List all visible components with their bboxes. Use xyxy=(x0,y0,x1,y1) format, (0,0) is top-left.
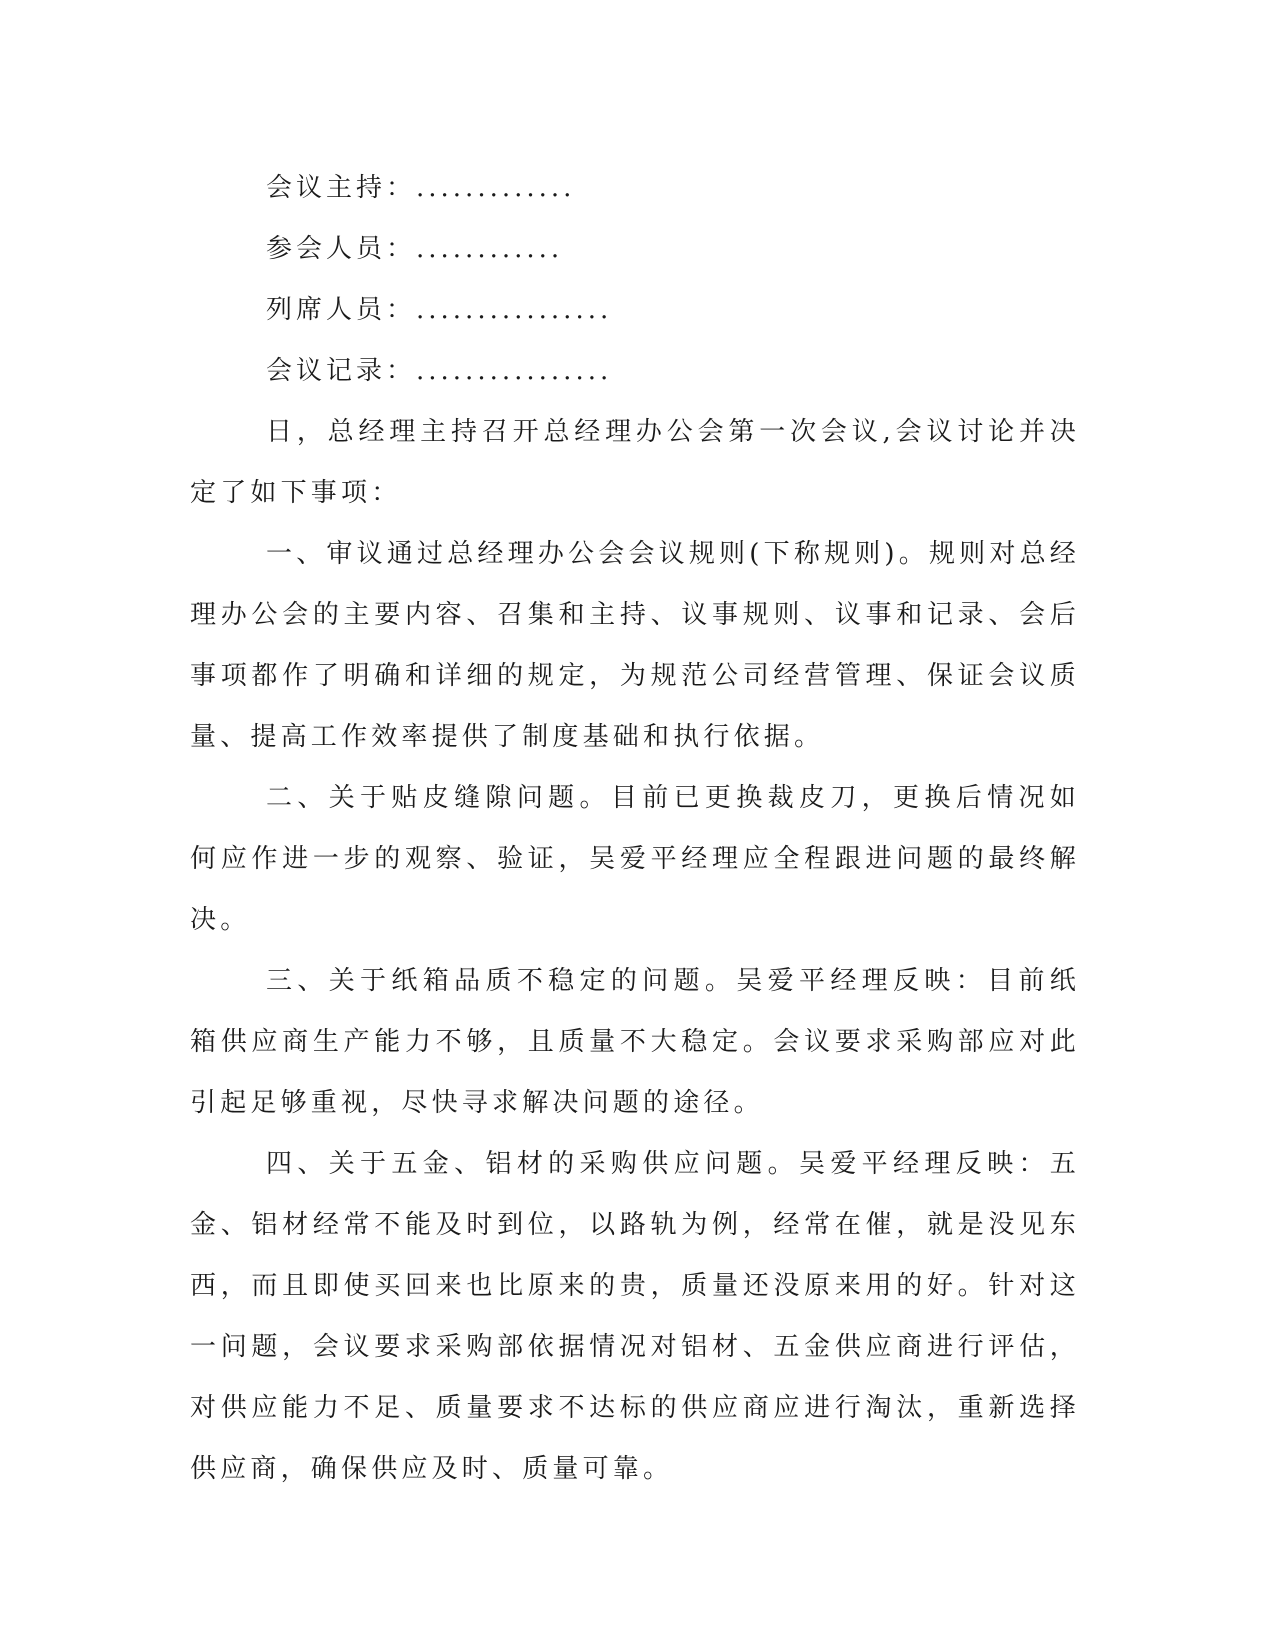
meeting-attendees-line: 参会人员：............ xyxy=(266,234,564,264)
item-three-paragraph: 三、关于纸箱品质不稳定的问题。吴爱平经理反映：目前纸箱供应商生产能力不够，且质量不大稳定。会议要求采购部应对此引起足够重视，尽快寻求解决问题的途径。 xyxy=(190,966,1080,1118)
item-one-paragraph: 一、审议通过总经理办公会会议规则(下称规则)。规则对总经理办公会的主要内容、召集和主持、议事规则、议事和记录、会后事项都作了明确和详细的规定，为规范公司经营管理、保证会议质量、提高工作效率提供了制度基础和执行依据。 xyxy=(190,539,1080,752)
item-four-paragraph: 四、关于五金、铝材的采购供应问题。吴爱平经理反映：五金、铝材经常不能及时到位，以路轨为例，经常在催，就是没见东西，而且即使买回来也比原来的贵，质量还没原来用的好。针对这一问题，会议要求采购部依据情况对铝材、五金供应商进行评估，对供应能力不足、质量要求不达标的供应商应进行淘汰，重新选择供应商，确保供应及时、质量可靠。 xyxy=(190,1149,1080,1484)
meeting-recorder-line: 会议记录：................ xyxy=(266,356,613,386)
intro-paragraph: 日，总经理主持召开总经理办公会第一次会议,会议讨论并决定了如下事项： xyxy=(190,417,1080,508)
meeting-observers-line: 列席人员：................ xyxy=(266,295,613,325)
document-body xyxy=(190,158,1080,1500)
item-two-paragraph: 二、关于贴皮缝隙问题。目前已更换裁皮刀，更换后情况如何应作进一步的观察、验证，吴爱平经理应全程跟进问题的最终解决。 xyxy=(190,783,1080,935)
meeting-host-line: 会议主持：............. xyxy=(266,173,576,203)
